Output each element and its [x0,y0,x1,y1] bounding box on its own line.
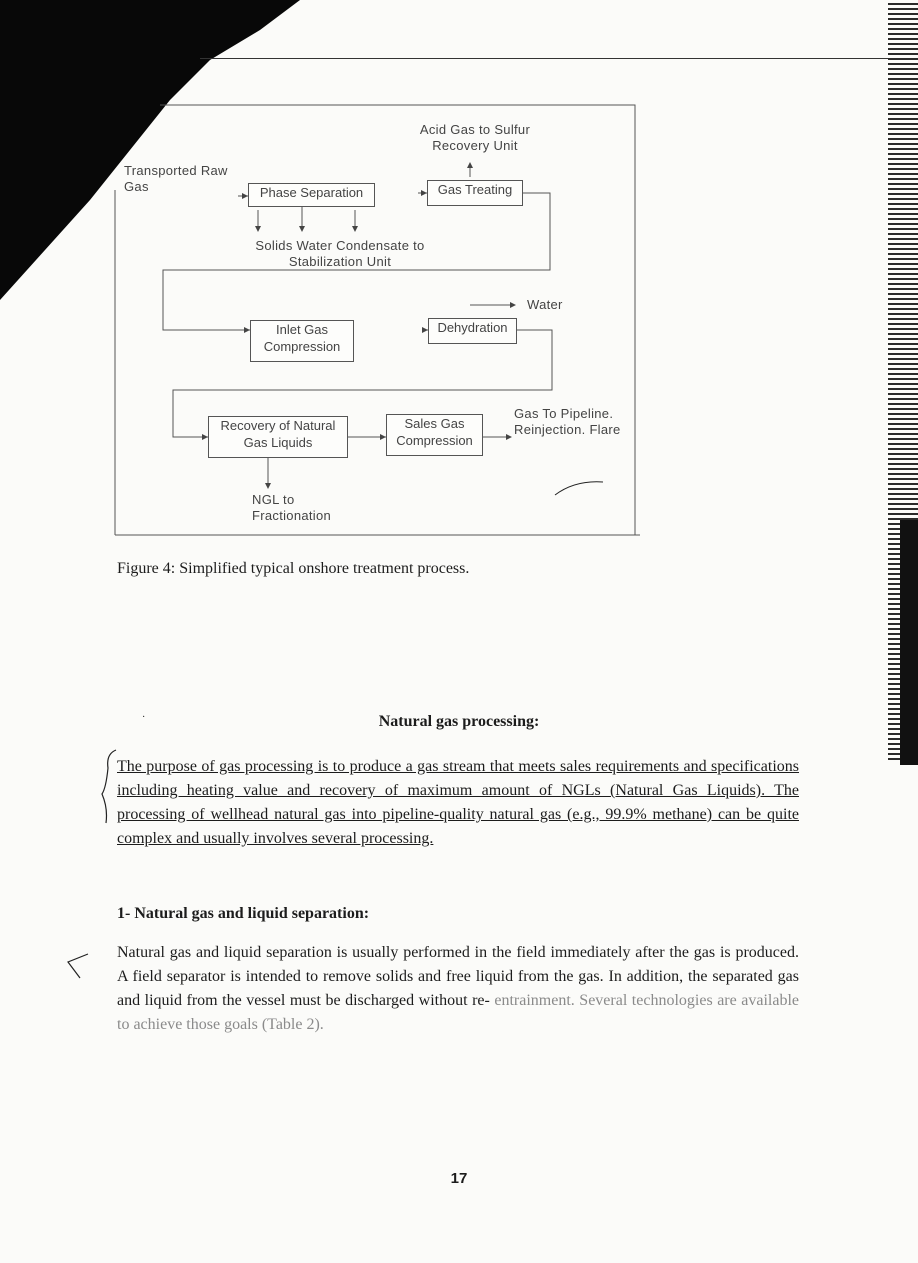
solids-water-condensate-label: Solids Water Condensate to Stabilization Unit [255,238,425,269]
separation-paragraph-text: Natural gas and liquid separation is usually performed in the field immediately after the gas is produced. A field separator is intended to remove solids and free liquid from the gas. In addition, the separated gas and liquid from the vessel must be discharged without re- [117,944,799,1009]
figure-caption: Figure 4: Simplified typical onshore treatment process. [117,560,470,577]
water-output-label: Water [527,297,563,312]
acid-gas-label: Acid Gas to Sulfur Recovery Unit [419,122,531,153]
page-number: 17 [450,1170,468,1187]
processing-paragraph-text: The purpose of gas processing is to produce a gas stream that meets sales requirements and specifications including heating value and recovery of maximum amount of NGLs (Natural Gas Liquids). The processing of wellhead natural gas into pipeline-quality natural gas (e.g., 99.9% methane) can be quite complex and usually involves several processing. [117,758,799,847]
ngl-fractionation-label: NGL to Fractionation [252,492,332,523]
raw-gas-input-label: Transported Raw Gas [124,163,228,194]
gas-treating-box: Gas Treating [427,180,523,206]
phase-separation-box: Phase Separation [248,183,375,207]
margin-bracket-annotation [98,748,118,828]
stray-dot: · [142,712,146,723]
inlet-gas-compression-box: Inlet Gas Compression [250,320,354,362]
gas-destinations-label: Gas To Pipeline. Reinjection. Flare [514,406,621,437]
process-flow-diagram [0,0,918,560]
ngl-recovery-box: Recovery of Natural Gas Liquids [208,416,348,458]
separation-paragraph-faded-line: entrainment. Several technologies are available to achieve those goals (Table 2). [117,992,800,1033]
subsection-title: 1- Natural gas and liquid separation: [117,905,370,922]
separation-paragraph [117,941,799,1037]
dehydration-box: Dehydration [428,318,517,344]
diagram-connectors [0,0,918,560]
section-title: Natural gas processing: [378,713,540,730]
margin-check-annotation [62,950,96,982]
sales-gas-compression-box: Sales Gas Compression [386,414,483,456]
processing-paragraph [117,755,799,851]
